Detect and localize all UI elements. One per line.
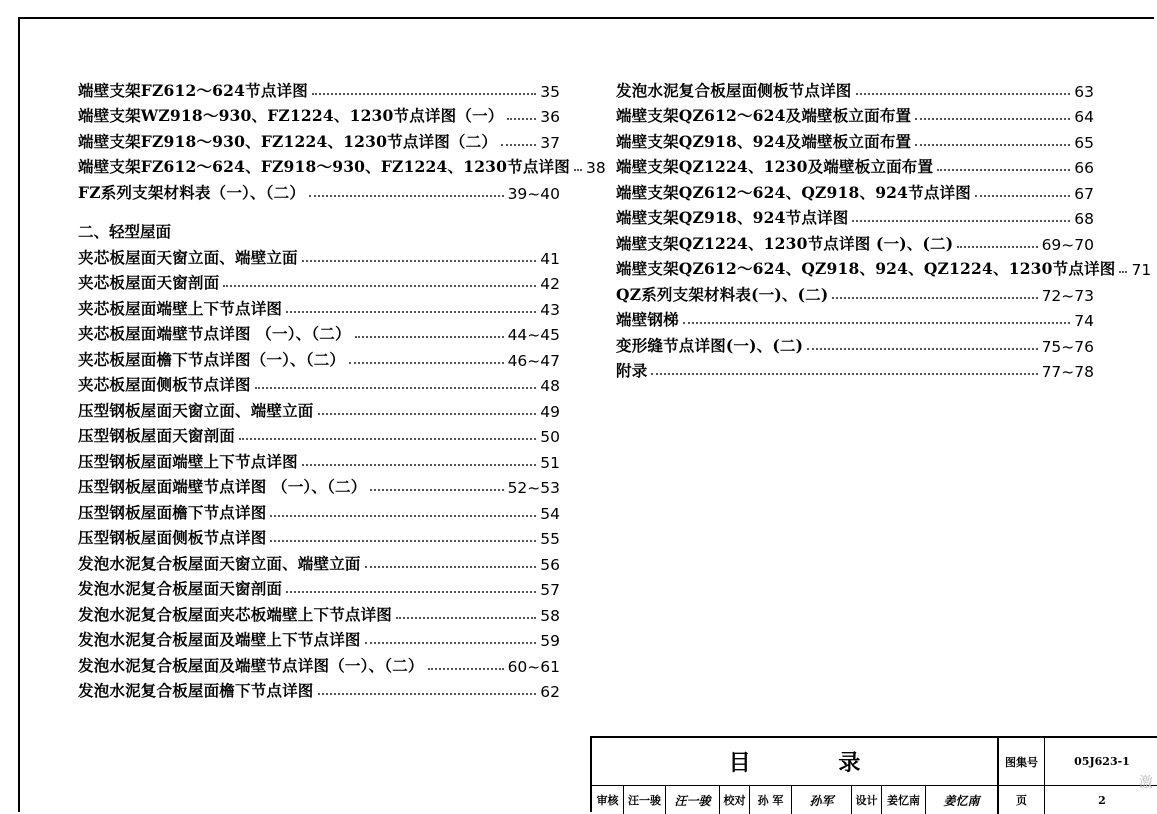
toc-entry: [616, 203, 1094, 229]
title-block: [590, 736, 1157, 812]
toc-entry-page: 49: [540, 402, 560, 421]
signature-row: [592, 786, 999, 814]
toc-entry: [78, 75, 560, 101]
toc-entry: [78, 599, 560, 625]
toc-entry-page: 55: [540, 530, 560, 548]
check-label: 校对: [720, 786, 750, 814]
toc-left-column: [78, 75, 606, 701]
toc-entry: [78, 319, 560, 345]
dot-leader: [396, 617, 536, 619]
toc-entry: [616, 75, 1094, 101]
toc-entry: [78, 523, 560, 549]
toc-entry-page: 43: [540, 300, 560, 319]
toc-entry-title: 夹芯板屋面端壁上下节点详图: [78, 298, 283, 318]
dot-leader: [309, 195, 504, 197]
reviewer-signature: 汪一骏: [666, 786, 720, 814]
toc-entry: [78, 650, 560, 676]
toc-entry-title: 变形缝节点详图(一)、(二): [616, 335, 804, 355]
dot-leader: [507, 118, 536, 120]
toc-entry-title: 端壁支架QZ612～624及端壁板立面布置: [616, 106, 912, 125]
toc-entry-title: 夹芯板屋面天窗剖面: [78, 273, 220, 292]
dot-leader: [355, 336, 504, 338]
atlas-number: 05J623-1: [1045, 738, 1157, 786]
toc-entry: [78, 126, 560, 152]
section-heading: 二、轻型屋面: [78, 222, 172, 241]
dot-leader: [1119, 271, 1127, 273]
toc-entry-page: 58: [540, 606, 560, 625]
toc-entry: [78, 574, 560, 600]
review-label: 审核: [592, 786, 624, 814]
toc-entry: [616, 152, 1094, 178]
dot-leader: [286, 591, 536, 593]
toc-entry: [78, 370, 560, 396]
toc-entry-page: 38: [585, 159, 606, 177]
toc-entry: [616, 330, 1094, 356]
toc-entry: [616, 356, 1094, 382]
page-number: 2: [1098, 793, 1106, 807]
dot-leader: [318, 413, 537, 415]
toc-entry-page: 65: [1074, 133, 1094, 152]
page-label: 页: [999, 786, 1045, 814]
toc-entry: [78, 497, 560, 523]
toc-entry-page: 62: [540, 683, 560, 701]
dot-leader: [370, 489, 503, 491]
toc-entry-title: 端壁支架FZ612～624、FZ918～930、FZ1224、1230节点详图: [78, 157, 570, 176]
dot-leader: [270, 515, 536, 517]
toc-entry-page: 44~45: [507, 326, 560, 344]
toc-entry-title: 端壁支架QZ1224、1230及端壁板立面布置: [616, 157, 934, 176]
toc-entry-title: 压型钢板屋面端壁节点详图 （一）、（二）: [78, 477, 367, 496]
toc-entry-page: 69~70: [1041, 235, 1094, 254]
toc-entry: [78, 152, 606, 178]
toc-entry-title: 压型钢板屋面天窗剖面: [78, 426, 236, 445]
dot-leader: [852, 220, 1070, 222]
dot-leader: [651, 373, 1037, 375]
dot-leader: [302, 260, 536, 262]
dot-leader: [302, 464, 536, 466]
dot-leader: [683, 322, 1070, 324]
dot-leader: [255, 387, 537, 389]
toc-right-column: [616, 75, 1152, 381]
toc-entry-page: 71: [1131, 261, 1152, 279]
toc-entry-page: 57: [540, 581, 560, 599]
toc-entry: [78, 293, 560, 319]
toc-entry-page: 59: [540, 632, 560, 650]
toc-entry-title: 压型钢板屋面侧板节点详图: [78, 528, 267, 547]
toc-entry: [78, 446, 560, 472]
dot-leader: [957, 246, 1037, 248]
dot-leader: [915, 144, 1070, 146]
toc-entry-page: 52~53: [507, 479, 560, 497]
dot-leader: [365, 566, 537, 568]
toc-entry-page: 75~76: [1041, 337, 1094, 356]
toc-entry-page: 54: [540, 504, 560, 523]
dot-leader: [832, 297, 1037, 299]
dot-leader: [223, 285, 536, 287]
toc-entry-title: 压型钢板屋面檐下节点详图: [78, 502, 267, 522]
dot-leader: [915, 118, 1070, 120]
toc-entry-page: 60~61: [507, 657, 560, 676]
dot-leader: [318, 693, 537, 695]
dot-leader: [937, 169, 1070, 171]
watermark: 激: [1139, 775, 1153, 791]
toc-entry: [78, 268, 560, 294]
toc-entry-page: 56: [540, 555, 560, 574]
dot-leader: [239, 438, 536, 440]
dot-leader: [856, 93, 1071, 95]
toc-entry: [78, 676, 560, 702]
toc-entry-title: 压型钢板屋面端壁上下节点详图: [78, 451, 298, 471]
toc-entry-title: 附录: [616, 361, 648, 380]
toc-entry: [616, 228, 1094, 254]
toc-entry-title: 夹芯板屋面端壁节点详图 （一）、（二）: [78, 324, 351, 343]
toc-entry-title: 夹芯板屋面檐下节点详图（一）、（二）: [78, 349, 346, 369]
atlas-number-label: 图集号: [999, 738, 1045, 786]
toc-entry-title: 发泡水泥复合板屋面及端壁节点详图（一）、（二）: [78, 655, 424, 675]
dot-leader: [270, 540, 536, 542]
toc-entry: [616, 101, 1094, 127]
dot-leader: [365, 642, 537, 644]
toc-entry-page: 46~47: [507, 351, 560, 370]
toc-entry-title: 发泡水泥复合板屋面天窗剖面: [78, 579, 283, 598]
toc-entry-title: 夹芯板屋面侧板节点详图: [78, 375, 251, 394]
toc-entry-title: 端壁钢梯: [616, 310, 679, 329]
designer-signature: 姜忆南: [943, 793, 980, 808]
dot-leader: [428, 668, 504, 670]
toc-entry-title: 发泡水泥复合板屋面檐下节点详图: [78, 681, 314, 700]
toc-entry-title: 压型钢板屋面天窗立面、端壁立面: [78, 400, 314, 420]
toc-entry: [78, 472, 560, 498]
toc-entry-title: 端壁支架QZ612～624、QZ918、924节点详图: [616, 182, 971, 202]
toc-entry-title: 端壁支架QZ918、924节点详图: [616, 208, 849, 227]
toc-entry-title: 端壁支架WZ918～930、FZ1224、1230节点详图（一）: [78, 106, 504, 125]
toc-entry: [78, 421, 560, 447]
toc-entry-title: 夹芯板屋面天窗立面、端壁立面: [78, 247, 298, 267]
toc-entry-page: 41: [540, 249, 560, 268]
dot-leader: [286, 311, 536, 313]
toc-entry-page: 74: [1074, 312, 1094, 330]
toc-entry-page: 77~78: [1041, 363, 1094, 381]
reviewer-name: 汪一骏: [624, 786, 666, 814]
design-label: 设计: [852, 786, 882, 814]
toc-entry: [78, 548, 560, 574]
toc-entry: [616, 279, 1094, 305]
toc-entry-title: FZ系列支架材料表（一）、（二）: [78, 182, 306, 202]
toc-entry: [616, 254, 1152, 280]
toc-entry-title: QZ系列支架材料表(一)、(二): [616, 284, 829, 304]
toc-entry-title: 端壁支架QZ612～624、QZ918、924、QZ1224、1230节点详图: [616, 259, 1116, 278]
dot-leader: [312, 93, 536, 95]
toc-entry-title: 发泡水泥复合板屋面夹芯板端壁上下节点详图: [78, 604, 393, 624]
toc-entry-page: 50: [540, 428, 560, 446]
toc-entry-page: 64: [1074, 108, 1094, 126]
toc-entry-page: 68: [1074, 210, 1094, 228]
toc-entry-page: 39~40: [507, 184, 560, 203]
toc-entry-page: 36: [540, 108, 560, 126]
dot-leader: [349, 362, 503, 364]
toc-entry: [78, 242, 560, 268]
toc-entry: [616, 177, 1094, 203]
checker-name: 孙 军: [750, 786, 792, 814]
dot-leader: [975, 195, 1070, 197]
toc-entry-page: 51: [540, 453, 560, 472]
toc-entry-page: 42: [540, 275, 560, 293]
dot-leader: [501, 144, 536, 146]
toc-entry: [616, 126, 1094, 152]
toc-entry: [78, 177, 560, 203]
toc-entry-page: 66: [1074, 159, 1094, 177]
toc-entry-title: 端壁支架QZ918、924及端壁板立面布置: [616, 131, 912, 151]
toc-entry-page: 35: [540, 82, 560, 101]
toc-entry-page: 72~73: [1041, 286, 1094, 305]
toc-entry-title: 端壁支架FZ918～930、FZ1224、1230节点详图（二）: [78, 131, 498, 151]
toc-entry-title: 发泡水泥复合板屋面侧板节点详图: [616, 80, 852, 100]
toc-entry: [78, 625, 560, 651]
document-title: 目 录: [592, 738, 999, 786]
toc-entry-page: 48: [540, 377, 560, 395]
toc-entry-page: 37: [540, 133, 560, 152]
toc-entry-title: 发泡水泥复合板屋面天窗立面、端壁立面: [78, 553, 361, 573]
toc-entry-title: 端壁支架FZ612～624节点详图: [78, 80, 308, 100]
checker-signature: 孙军: [792, 786, 852, 814]
toc-entry: [616, 305, 1094, 331]
toc-entry: [78, 101, 560, 127]
toc-entry-title: 端壁支架QZ1224、1230节点详图 (一)、(二): [616, 233, 954, 253]
designer-name: 姜忆南: [882, 786, 926, 814]
toc-entry-page: 63: [1074, 82, 1094, 101]
toc-entry: [78, 344, 560, 370]
dot-leader: [574, 169, 582, 171]
dot-leader: [807, 348, 1037, 350]
toc-entry-page: 67: [1074, 184, 1094, 203]
toc-entry-title: 发泡水泥复合板屋面及端壁上下节点详图: [78, 630, 361, 649]
toc-entry: [78, 395, 560, 421]
